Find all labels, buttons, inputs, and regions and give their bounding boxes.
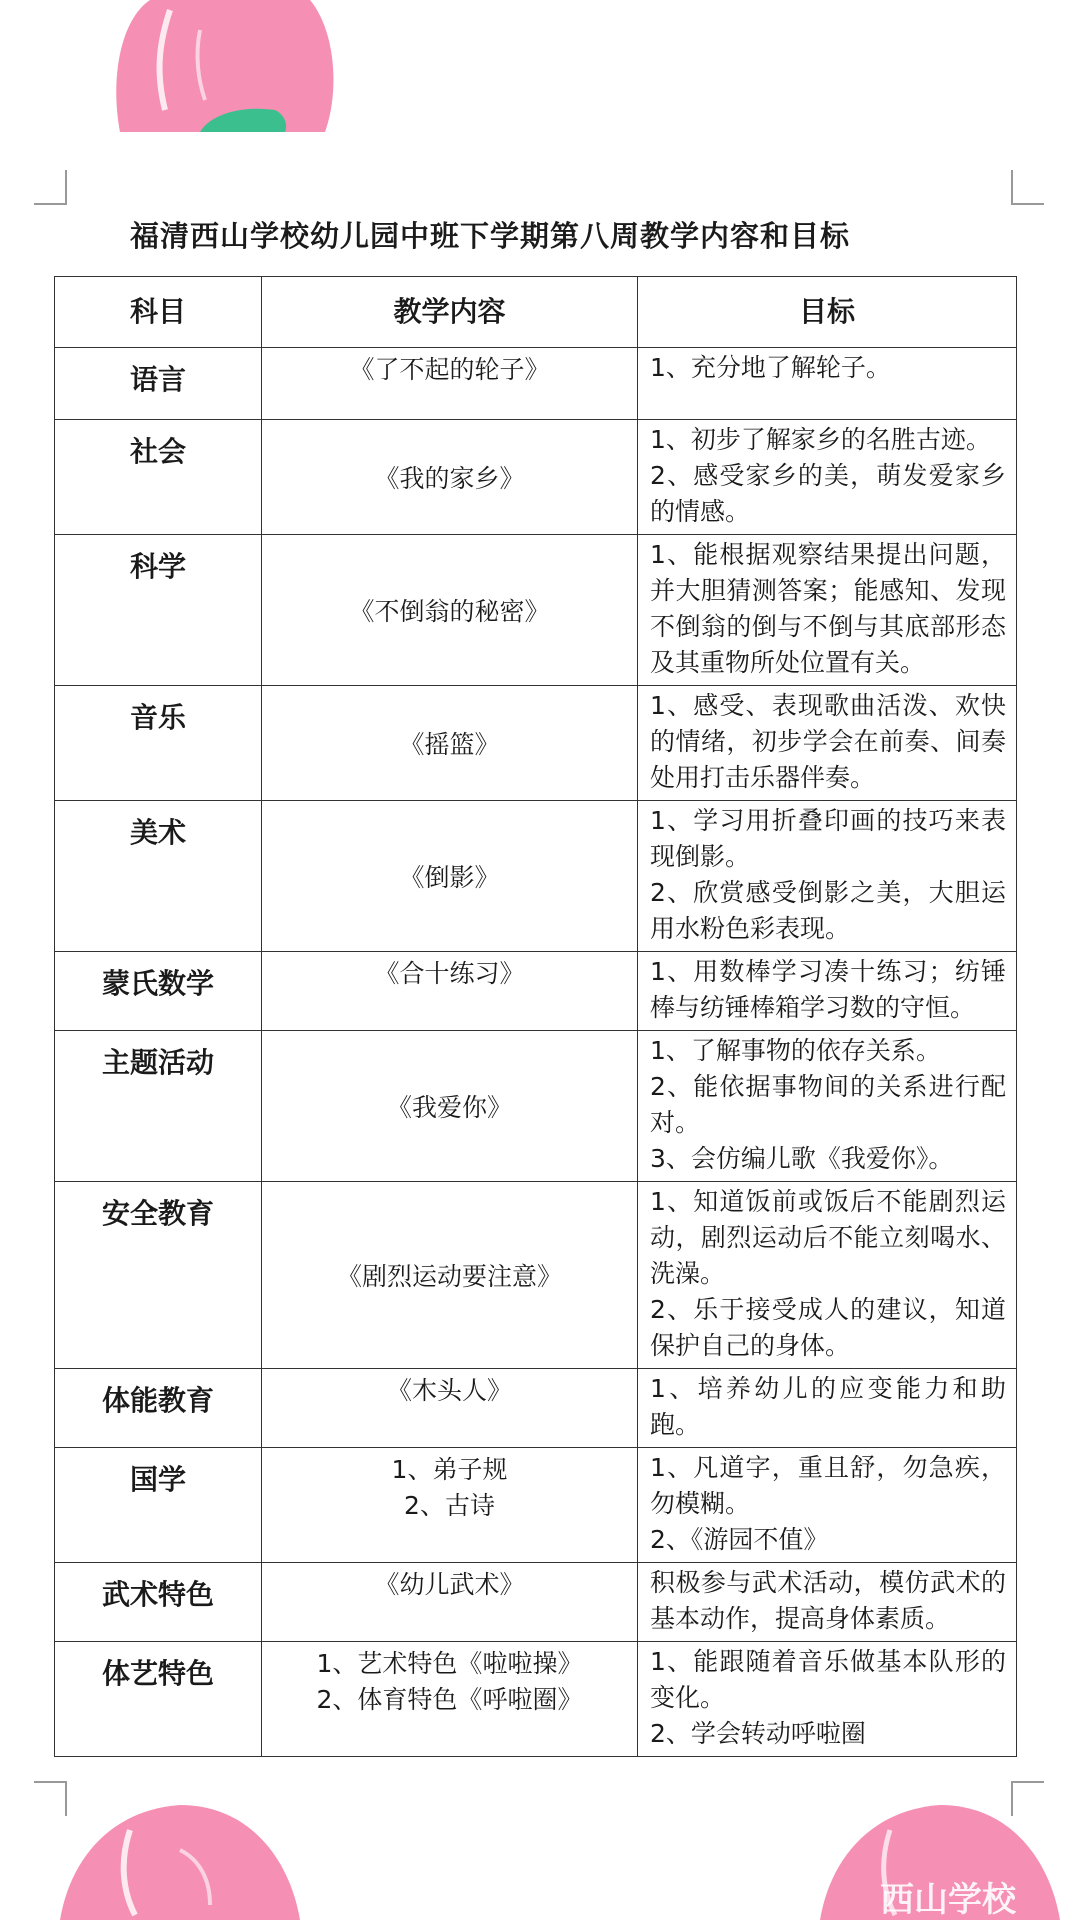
content-cell [262, 1563, 638, 1642]
content-cell [262, 420, 638, 535]
goal-cell [638, 686, 1017, 801]
schedule-table [54, 276, 1017, 1757]
goal-cell [638, 348, 1017, 420]
goal-line: 1、充分地了解轮子。 [650, 353, 891, 382]
goal-line: 1、用数棒学习凑十练习；纺锤棒与纺锤棒箱学习数的守恒。 [650, 957, 1006, 1022]
document-title: 福清西山学校幼儿园中班下学期第八周教学内容和目标 [130, 219, 851, 253]
content-line: 《摇篮》 [399, 730, 500, 759]
table-row [55, 1031, 1017, 1182]
table-row [55, 420, 1017, 535]
watermark-logo: 西山学校 [880, 1880, 1016, 1920]
content-line: 2、古诗 [404, 1491, 495, 1520]
table-row [55, 1563, 1017, 1642]
goal-line: 1、学习用折叠印画的技巧来表现倒影。 [650, 806, 1006, 871]
crop-mark-top-left [34, 170, 70, 206]
crop-mark-bottom-left [34, 1780, 70, 1816]
table-header-row [55, 277, 1017, 348]
content-cell [262, 1642, 638, 1757]
content-line: 《倒影》 [399, 863, 500, 892]
goal-line: 3、会仿编儿歌《我爱你》。 [650, 1144, 954, 1173]
subject-cell: 语言 [55, 348, 262, 420]
goal-line: 1、培养幼儿的应变能力和助跑。 [650, 1374, 1006, 1439]
table-row [55, 1182, 1017, 1369]
subject-cell: 武术特色 [55, 1563, 262, 1642]
content-line: 2、体育特色《呼啦圈》 [316, 1685, 583, 1714]
goal-line: 1、凡道字，重且舒，勿急疾，勿模糊。 [650, 1453, 1006, 1518]
pink-blob-bottom-left [60, 1800, 300, 1920]
content-line: 《剧烈运动要注意》 [336, 1262, 562, 1291]
subject-cell: 安全教育 [55, 1182, 262, 1369]
table-row [55, 535, 1017, 686]
header-subject: 科目 [55, 277, 262, 348]
goal-cell [638, 1563, 1017, 1642]
goal-line: 1、知道饭前或饭后不能剧烈运动，剧烈运动后不能立刻喝水、洗澡。 [650, 1187, 1006, 1288]
subject-cell: 蒙氏数学 [55, 952, 262, 1031]
subject-cell: 社会 [55, 420, 262, 535]
content-cell [262, 1182, 638, 1369]
goal-cell [638, 952, 1017, 1031]
goal-line: 1、能跟随着音乐做基本队形的变化。 [650, 1647, 1006, 1712]
content-cell [262, 535, 638, 686]
content-line: 《了不起的轮子》 [349, 355, 550, 384]
header-goal: 目标 [638, 277, 1017, 348]
content-line: 《合十练习》 [374, 959, 525, 988]
header-content: 教学内容 [262, 277, 638, 348]
crop-mark-top-right [1008, 170, 1044, 206]
content-line: 《不倒翁的秘密》 [349, 597, 550, 626]
subject-cell: 国学 [55, 1448, 262, 1563]
content-line: 1、弟子规 [391, 1455, 508, 1484]
goal-cell [638, 1369, 1017, 1448]
content-line: 《我的家乡》 [374, 464, 525, 493]
table-row [55, 801, 1017, 952]
goal-line: 2、感受家乡的美，萌发爱家乡的情感。 [650, 461, 1006, 526]
table-row [55, 952, 1017, 1031]
goal-cell [638, 420, 1017, 535]
crop-mark-bottom-right [1008, 1780, 1044, 1816]
goal-cell [638, 1448, 1017, 1563]
pink-blob-top [110, 0, 340, 132]
content-cell [262, 1031, 638, 1182]
goal-line: 积极参与武术活动，模仿武术的基本动作，提高身体素质。 [650, 1568, 1006, 1633]
content-line: 1、艺术特色《啦啦操》 [316, 1649, 583, 1678]
table-row [55, 348, 1017, 420]
goal-line: 2、乐于接受成人的建议，知道保护自己的身体。 [650, 1295, 1006, 1360]
content-cell [262, 801, 638, 952]
goal-line: 2、欣赏感受倒影之美，大胆运用水粉色彩表现。 [650, 878, 1006, 943]
goal-cell [638, 1642, 1017, 1757]
table-row [55, 686, 1017, 801]
content-cell [262, 1369, 638, 1448]
goal-line: 1、能根据观察结果提出问题，并大胆猜测答案；能感知、发现不倒翁的倒与不倒与其底部形态及其重物所处位置有关。 [650, 540, 1006, 677]
table-row [55, 1642, 1017, 1757]
content-line: 《我爱你》 [386, 1093, 512, 1122]
goal-line: 2、《游园不值》 [650, 1525, 829, 1554]
table-row [55, 1369, 1017, 1448]
goal-line: 1、感受、表现歌曲活泼、欢快的情绪，初步学会在前奏、间奏处用打击乐器伴奏。 [650, 691, 1006, 792]
subject-cell: 体艺特色 [55, 1642, 262, 1757]
table-row [55, 1448, 1017, 1563]
goal-cell [638, 1182, 1017, 1369]
content-line: 《幼儿武术》 [374, 1570, 525, 1599]
content-cell [262, 1448, 638, 1563]
goal-line: 2、能依据事物间的关系进行配对。 [650, 1072, 1006, 1137]
goal-cell [638, 1031, 1017, 1182]
content-cell [262, 686, 638, 801]
subject-cell: 体能教育 [55, 1369, 262, 1448]
goal-line: 1、初步了解家乡的名胜古迹。 [650, 425, 991, 454]
goal-cell [638, 801, 1017, 952]
subject-cell: 美术 [55, 801, 262, 952]
subject-cell: 音乐 [55, 686, 262, 801]
goal-line: 2、学会转动呼啦圈 [650, 1719, 866, 1748]
content-line: 《木头人》 [386, 1376, 512, 1405]
content-cell [262, 348, 638, 420]
content-cell [262, 952, 638, 1031]
subject-cell: 科学 [55, 535, 262, 686]
subject-cell: 主题活动 [55, 1031, 262, 1182]
goal-line: 1、了解事物的依存关系。 [650, 1036, 941, 1065]
goal-cell [638, 535, 1017, 686]
